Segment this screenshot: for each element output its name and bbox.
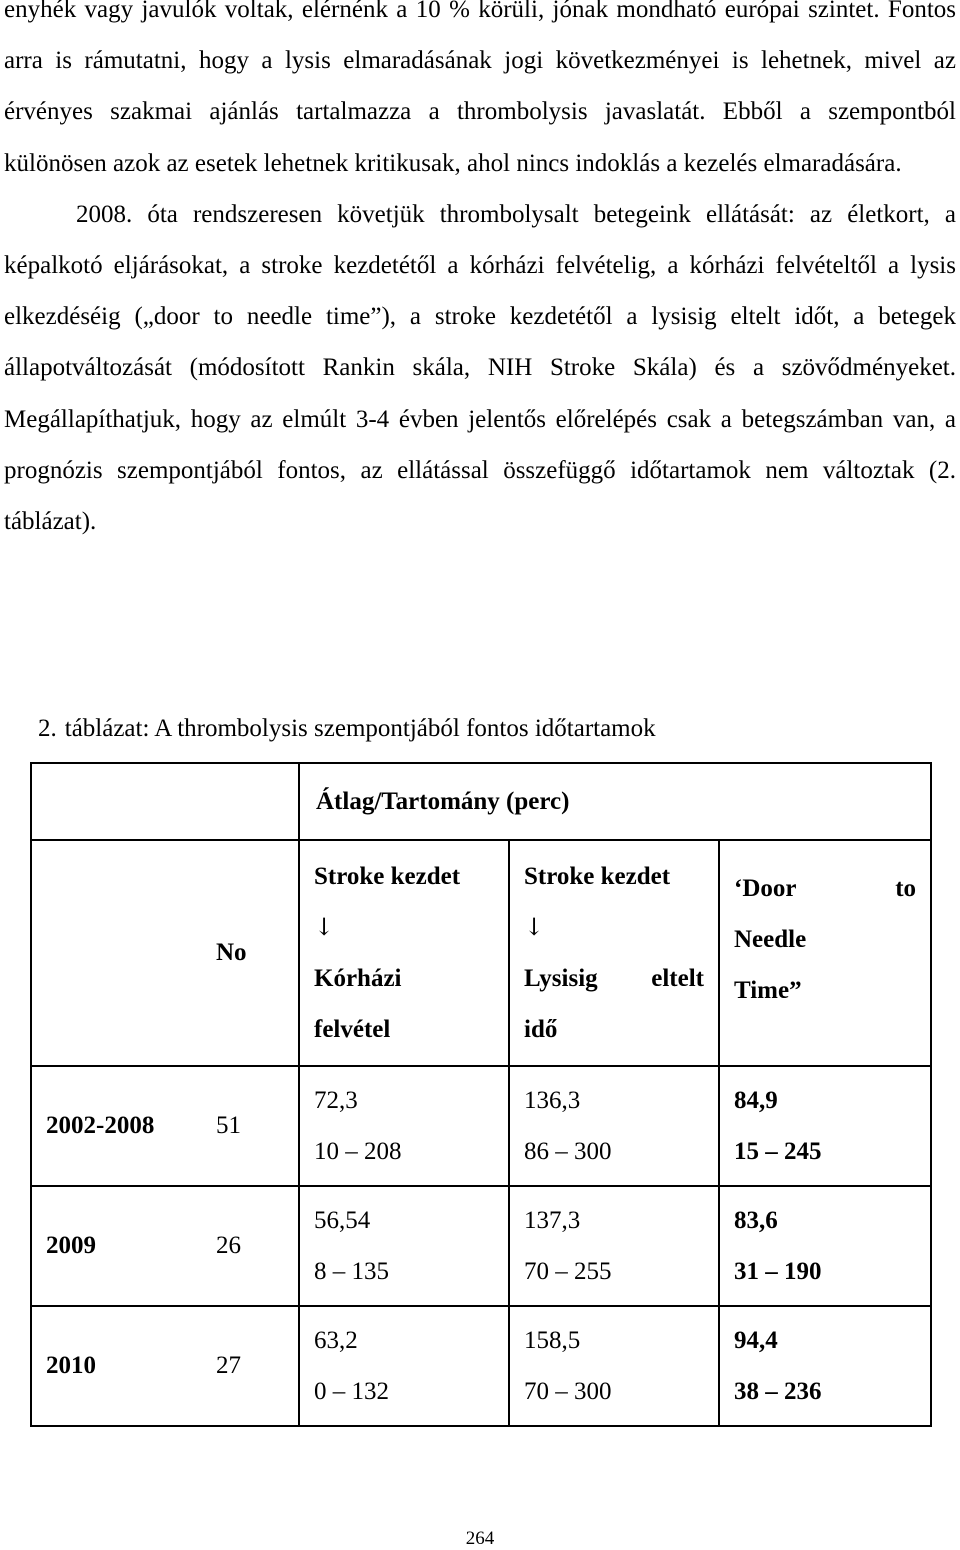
paragraph-1: enyhék vagy javulók voltak, elérnénk a 10 % körüli, jónak mondható európai szintet. Fontos arra is rámutatni, hogy a lysis elmaradásának jogi következményei is lehetnek, mivel az érvényes szakmai ajánlás tartalmazza a thrombolysis javaslatát. Ebből a szempontból különösen azok az esetek lehetnek kritikusak, ahol nincs indoklás a kezelés elmaradására. <box>4 0 956 177</box>
table-cell-year: 2009 <box>31 1186 216 1306</box>
table-row <box>31 1306 931 1426</box>
body-text <box>4 0 956 547</box>
table-caption-number: 2. <box>38 715 57 742</box>
stroke-admission-line3: felvétel <box>314 1016 391 1043</box>
door-needle-range: 31 – 190 <box>734 1258 822 1285</box>
table-cell-door-needle <box>719 1186 931 1306</box>
paragraph-2: 2008. óta rendszeresen követjük thrombolysalt betegeink ellátását: az életkort, a képalkotó eljárásokat, a stroke kezdetétől a kórházi felvételig, a kórházi felvételtől a lysis elkezdéséig („door to needle time”), a stroke kezdetétől a lysisig eltelt időt, a betegek állapotváltozását (módosított Rankin skála, NIH Stroke Skála) és a szövődményeket. Megállapíthatjuk, hogy az elmúlt 3-4 évben jelentős előrelépés csak a betegszámban van, a prognózis szempontjából fontos, az ellátással összefüggő időtartamok nem változtak (2. táblázat). <box>4 200 956 536</box>
door-needle-line2: Needle <box>734 926 807 953</box>
stroke-lysis-line2b: eltelt <box>651 965 704 992</box>
table-cell-no: 51 <box>216 1066 299 1186</box>
table-cell-stroke-admission <box>299 1306 509 1426</box>
stroke-lysis-line1: Stroke kezdet <box>524 863 671 890</box>
table-cell-door-needle <box>719 1306 931 1426</box>
arrow-down-icon: ↓ <box>314 913 335 941</box>
door-needle-line1b: to <box>895 875 917 902</box>
stroke-lysis-mean: 136,3 <box>524 1087 581 1114</box>
stroke-lysis-mean: 137,3 <box>524 1207 581 1234</box>
table-header-door-needle <box>719 840 931 1066</box>
table-cell-no: 27 <box>216 1306 299 1426</box>
stroke-admission-mean: 56,54 <box>314 1207 371 1234</box>
table-cell-no: 26 <box>216 1186 299 1306</box>
stroke-lysis-mean: 158,5 <box>524 1327 581 1354</box>
door-needle-mean: 83,6 <box>734 1207 778 1234</box>
stroke-admission-mean: 72,3 <box>314 1087 358 1114</box>
stroke-lysis-line3: idő <box>524 1016 558 1043</box>
table-header-stroke-lysis <box>509 840 719 1066</box>
table-cell-year: 2002-2008 <box>31 1066 216 1186</box>
door-needle-mean: 84,9 <box>734 1087 778 1114</box>
table-cell-stroke-lysis <box>509 1306 719 1426</box>
table-cell-stroke-lysis <box>509 1186 719 1306</box>
stroke-lysis-range: 70 – 255 <box>524 1258 612 1285</box>
stroke-admission-line1: Stroke kezdet <box>314 863 461 890</box>
arrow-down-icon: ↓ <box>524 913 545 941</box>
stroke-lysis-range: 86 – 300 <box>524 1138 612 1165</box>
table-cell-door-needle <box>719 1066 931 1186</box>
door-needle-line1a: ‘Door <box>734 875 797 902</box>
durations-table <box>30 762 932 1427</box>
table-column-header-row <box>31 840 931 1066</box>
table-cell-stroke-admission <box>299 1186 509 1306</box>
stroke-admission-range: 8 – 135 <box>314 1258 389 1285</box>
table-cell-stroke-lysis <box>509 1066 719 1186</box>
table-group-header-row <box>31 763 931 840</box>
table-row <box>31 1186 931 1306</box>
stroke-lysis-line2a: Lysisig <box>524 965 598 992</box>
table-cell-stroke-admission <box>299 1066 509 1186</box>
table-header-no: No <box>216 840 299 1066</box>
stroke-admission-range: 10 – 208 <box>314 1138 402 1165</box>
stroke-lysis-line2 <box>524 953 704 1004</box>
door-needle-mean: 94,4 <box>734 1327 778 1354</box>
table-empty-corner <box>31 763 299 840</box>
stroke-lysis-range: 70 – 300 <box>524 1378 612 1405</box>
table-header-year <box>31 840 216 1066</box>
table-group-header: Átlag/Tartomány (perc) <box>299 763 931 840</box>
door-needle-line3: Time” <box>734 977 802 1004</box>
table-header-stroke-admission <box>299 840 509 1066</box>
stroke-admission-range: 0 – 132 <box>314 1378 389 1405</box>
table-cell-year: 2010 <box>31 1306 216 1426</box>
door-needle-line1 <box>734 863 916 914</box>
table-caption <box>38 707 656 751</box>
stroke-admission-mean: 63,2 <box>314 1327 358 1354</box>
table-row <box>31 1066 931 1186</box>
table-caption-text: táblázat: A thrombolysis szempontjából fontos időtartamok <box>64 715 656 742</box>
door-needle-range: 15 – 245 <box>734 1138 822 1165</box>
page-number: 264 <box>465 1528 495 1549</box>
door-needle-range: 38 – 236 <box>734 1378 822 1405</box>
stroke-admission-line2: Kórházi <box>314 965 402 992</box>
